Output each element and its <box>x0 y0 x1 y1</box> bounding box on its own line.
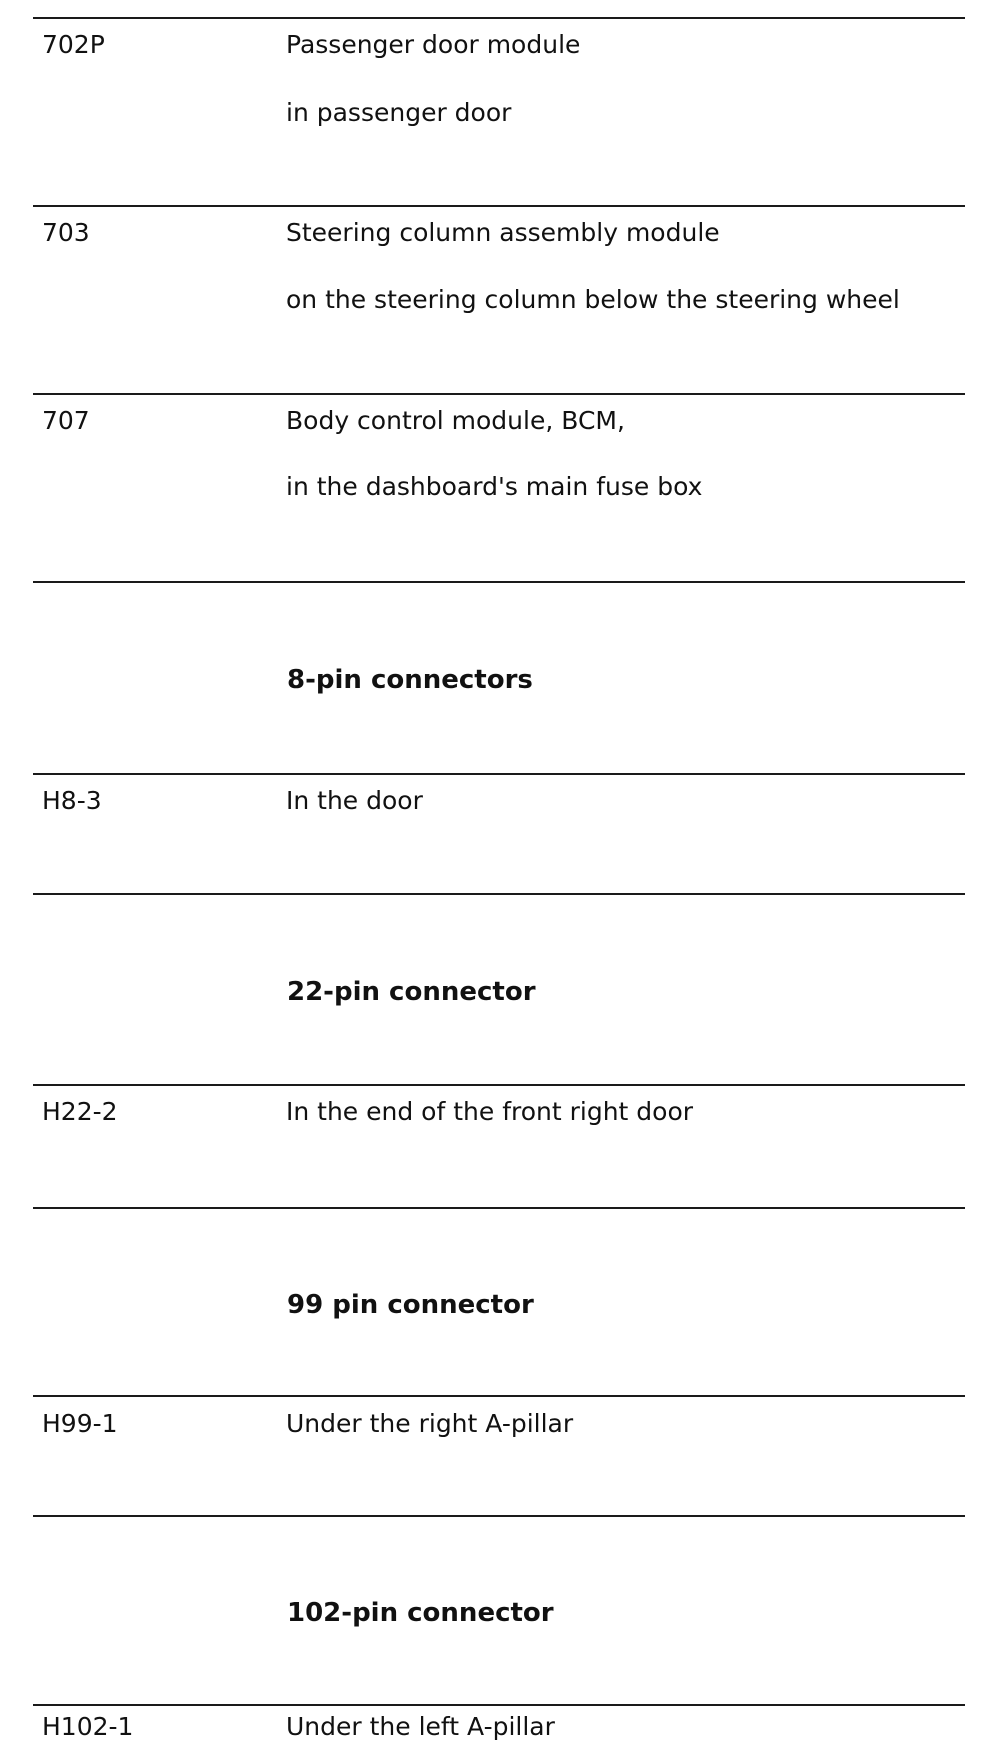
connector-code: H99-1 <box>42 1409 118 1438</box>
connector-location: Under the left A-pillar <box>286 1712 555 1741</box>
component-code: 702P <box>42 30 105 59</box>
section-divider <box>33 893 965 895</box>
component-name: Steering column assembly module <box>286 218 720 247</box>
connector-location: In the end of the front right door <box>286 1097 694 1126</box>
section-divider <box>33 1207 965 1209</box>
row-divider <box>33 773 965 775</box>
connector-code: H8-3 <box>42 786 102 815</box>
connector-location: In the door <box>286 786 423 815</box>
row-divider <box>33 17 965 19</box>
component-name: Body control module, BCM, <box>286 406 625 435</box>
section-divider <box>33 581 965 583</box>
component-location: in passenger door <box>286 98 512 127</box>
connector-location: Under the right A-pillar <box>286 1409 574 1438</box>
connector-code: H22-2 <box>42 1097 118 1126</box>
row-divider <box>33 205 965 207</box>
row-divider <box>33 1704 965 1706</box>
component-location: on the steering column below the steering wheel <box>286 285 900 314</box>
component-code: 707 <box>42 406 90 435</box>
row-divider <box>33 393 965 395</box>
section-heading: 99 pin connector <box>287 1290 534 1320</box>
section-divider <box>33 1515 965 1517</box>
section-heading: 102-pin connector <box>287 1598 554 1628</box>
section-heading: 8-pin connectors <box>287 665 533 695</box>
component-name: Passenger door module <box>286 30 581 59</box>
component-location: in the dashboard's main fuse box <box>286 472 703 501</box>
section-heading: 22-pin connector <box>287 977 536 1007</box>
row-divider <box>33 1084 965 1086</box>
component-code: 703 <box>42 218 90 247</box>
connector-code: H102-1 <box>42 1712 134 1741</box>
row-divider <box>33 1395 965 1397</box>
